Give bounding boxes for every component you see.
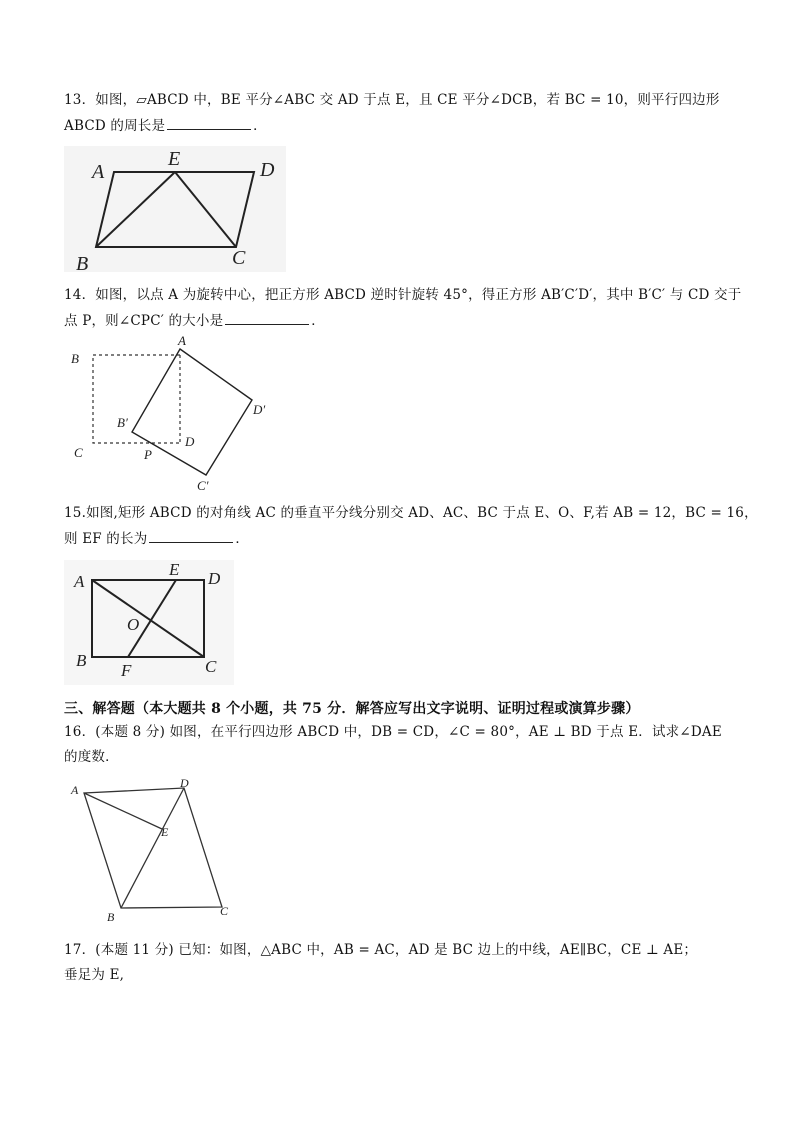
- q16-text-line1: 16．(本题 8 分) 如图，在平行四边形 ABCD 中，DB = CD，∠C = 80°，AE ⊥ BD 于点 E．试求∠DAE: [64, 724, 722, 740]
- q16-label-c: C: [220, 904, 229, 918]
- q14-label-bp: B′: [117, 415, 128, 430]
- q15-answer-blank[interactable]: [149, 528, 233, 543]
- q16-figure: [64, 776, 244, 924]
- q15-text-line2-pre: 则 EF 的长为: [64, 531, 148, 547]
- q13-label-d: D: [260, 159, 275, 181]
- q15-label-e: E: [169, 560, 180, 579]
- q16-label-a: A: [71, 783, 79, 797]
- q13-text-line1: 13．如图，▱ABCD 中，BE 平分∠ABC 交 AD 于点 E，且 CE 平分∠DCB，若 BC = 10，则平行四边形: [64, 92, 720, 108]
- q14-label-p: P: [144, 447, 152, 462]
- q14-label-cp: C′: [197, 478, 209, 493]
- q13-label-b: B: [76, 253, 89, 275]
- q16-label-e: E: [161, 825, 169, 839]
- q14-label-b: B: [71, 351, 79, 366]
- q16-text-line2: 的度数．: [64, 749, 119, 765]
- q15-text-line2: [64, 528, 249, 549]
- q15-label-d: D: [208, 569, 221, 588]
- q15-label-o: O: [127, 615, 140, 634]
- q16-label-d: D: [180, 776, 189, 790]
- section-3-title: 三、解答题（本大题共 8 个小题，共 75 分．解答应写出文字说明、证明过程或演算步骤）: [64, 701, 640, 717]
- q13-text-line2-pre: ABCD 的周长是: [64, 118, 166, 134]
- q15-text-line2-post: ．: [235, 531, 250, 547]
- q17-text-line2: 垂足为 E,: [64, 967, 125, 983]
- q14-text-line2: [64, 310, 325, 331]
- q13-label-e: E: [168, 148, 181, 170]
- q13-text-line2-post: ．: [253, 118, 267, 134]
- q14-label-a: A: [178, 333, 186, 348]
- q15-label-b: B: [76, 651, 87, 670]
- q13-label-a: A: [92, 161, 105, 183]
- q15-label-f: F: [121, 661, 132, 680]
- q15-label-a: A: [74, 572, 85, 591]
- q15-text-line1: 15.如图,矩形 ABCD 的对角线 AC 的垂直平分线分别交 AD、AC、BC 于点 E、O、F,若 AB = 12，BC = 16，: [64, 505, 758, 521]
- q15-label-c: C: [205, 657, 217, 676]
- q14-text-line2-pre: 点 P，则∠CPC′ 的大小是: [64, 313, 224, 329]
- q14-label-d: D: [185, 434, 195, 449]
- q14-figure: [64, 335, 274, 493]
- q14-text-line2-post: ．: [311, 313, 325, 329]
- q13-figure: [64, 146, 286, 275]
- q13-label-c: C: [232, 247, 246, 269]
- q14-text-line1: 14．如图，以点 A 为旋转中心，把正方形 ABCD 逆时针旋转 45°，得正方形 AB′C′D′，其中 B′C′ 与 CD 交于: [64, 287, 742, 303]
- q14-label-c: C: [74, 445, 83, 460]
- q15-figure: [64, 560, 234, 685]
- q16-label-b: B: [107, 910, 115, 924]
- q13-text-line2: [64, 115, 267, 136]
- q17-text-line1: 17．(本题 11 分) 已知：如图，△ABC 中，AB = AC，AD 是 BC 边上的中线，AE∥BC，CE ⊥ AE；: [64, 942, 698, 958]
- q13-answer-blank[interactable]: [167, 115, 251, 130]
- q14-label-dp: D′: [253, 402, 266, 417]
- q14-answer-blank[interactable]: [225, 310, 309, 325]
